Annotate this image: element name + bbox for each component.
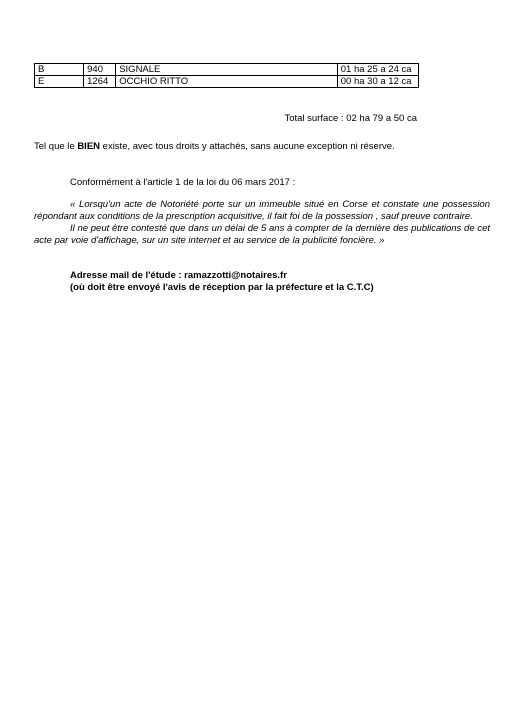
table-row bbox=[35, 64, 419, 76]
parcels-table bbox=[34, 63, 419, 88]
quote-paragraph-2: Il ne peut être contesté que dans un délai de 5 ans à compter de la dernière des publications de cet acte par voie d'affichage, sur un site internet et au service de la publicité foncière. » bbox=[34, 223, 490, 246]
contact-block bbox=[70, 270, 374, 294]
bien-keyword: BIEN bbox=[77, 141, 101, 152]
law-quote bbox=[34, 199, 490, 247]
email-line: Adresse mail de l'étude : ramazzotti@notaires.fr bbox=[70, 270, 287, 281]
parcel-number: 940 bbox=[84, 64, 116, 76]
reception-note: (où doit être envoyé l'avis de réception par la préfecture et la C.T.C) bbox=[70, 282, 374, 293]
bien-text-before: Tel que le bbox=[34, 141, 78, 152]
parcel-number: 1264 bbox=[84, 76, 116, 88]
bien-text-after: existe, avec tous droits y attachés, sans aucune exception ni réserve. bbox=[100, 141, 395, 152]
parcel-area: 01 ha 25 a 24 ca bbox=[337, 64, 418, 76]
parcel-section: E bbox=[35, 76, 84, 88]
parcel-area: 00 ha 30 a 12 ca bbox=[337, 76, 418, 88]
conformement-paragraph: Conformément à l'article 1 de la loi du 06 mars 2017 : bbox=[70, 177, 296, 188]
quote-paragraph-1: « Lorsqu'un acte de Notoriété porte sur un immeuble situé en Corse et constate une possession répondant aux conditions de la prescription acquisitive, il fait foi de la possession , sauf preuve contraire. bbox=[34, 199, 490, 222]
table-row bbox=[35, 76, 419, 88]
parcel-place: OCCHIO RITTO bbox=[116, 76, 338, 88]
total-surface: Total surface : 02 ha 79 a 50 ca bbox=[284, 113, 417, 124]
bien-paragraph bbox=[34, 141, 395, 152]
parcel-place: SIGNALE bbox=[116, 64, 338, 76]
parcel-section: B bbox=[35, 64, 84, 76]
